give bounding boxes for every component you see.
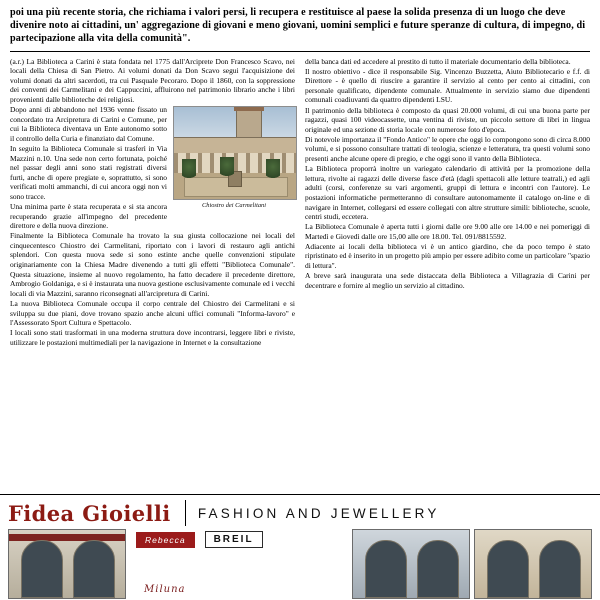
article-right-column bbox=[305, 57, 590, 348]
paragraph: In seguito la Biblioteca Comunale si trasferì in Via Mazzini n.10. Una sede non certo fortunata, poiché nel passar degli anni sono stati registrati diversi furti, anche di opere pregiate e, soprattutto, si sono verificati molti ammanchi, di cui ancora oggi non vi sono tracce. bbox=[10, 143, 167, 201]
brand-row bbox=[136, 531, 346, 548]
photo-arch bbox=[365, 540, 407, 598]
photo-tree bbox=[266, 159, 280, 181]
photo-arch bbox=[21, 540, 63, 598]
storefront-photo bbox=[352, 529, 470, 599]
advertiser-logo: Fidea Gioielli bbox=[8, 500, 171, 526]
photo-arch bbox=[539, 540, 581, 598]
advertisement-header bbox=[0, 495, 600, 529]
paragraph: La nuova Biblioteca Comunale occupa il corpo centrale del Chiostro dei Carmelitani e si sviluppa su due piani, dove trovano spazio anche alcuni uffici comunali "Informa-lavoro" e l'Assessorato Sport Cultura e Spettacolo. bbox=[10, 298, 295, 328]
photo-arch bbox=[417, 540, 459, 598]
photo-arch bbox=[487, 540, 529, 598]
paragraph: Di notevole importanza il "Fondo Antico" le opere che oggi lo compongono sono di circa 8.000 volumi, e si possono consultare trattati di teologia, scienze e letteratura, tra questi volumi sono presenti anche alcune opere di pregio, e che oggi sono il vanto della Biblioteca. bbox=[305, 134, 590, 164]
paragraph: Il patrimonio della biblioteca è composto da quasi 20.000 volumi, di cui una buona parte per ragazzi, quasi 100 videocassette, una ventina di riviste, un piccolo settore di libri in lingua originale ed una sezione di storia locale con numerose foto d'epoca. bbox=[305, 105, 590, 134]
paragraph: Dopo anni di abbandono nel 1936 venne fissato un concordato tra Arcipretura di Carini e Comune, per cui la Biblioteca diventava un Ente autonomo sotto il controllo della Curia e finanziato dal Comune. bbox=[10, 105, 167, 143]
paragraph: I locali sono stati trasformati in una moderna struttura dove incontrarsi, leggere libri e riviste, utilizzare le postazioni multimediali per la navigazione in Internet e la consultazione bbox=[10, 328, 295, 347]
photo-sky bbox=[174, 107, 296, 141]
photo-awning bbox=[9, 534, 125, 541]
advertiser-tagline: FASHION AND JEWELLERY bbox=[197, 505, 440, 521]
photo-caption: Chiostro dei Carmelitani bbox=[201, 202, 267, 210]
paragraph: Adiacente ai locali della biblioteca vi è un antico giardino, che da poco tempo è stato ripristinato ed è inserito in un progetto più ampio per essere adibito come un particolare "spazio di lettura". bbox=[305, 241, 590, 271]
paragraph: della banca dati ed accedere al prestito di tutto il materiale documentario della biblioteca. bbox=[305, 56, 571, 66]
brand-logos bbox=[130, 529, 348, 599]
article-photo-block bbox=[173, 106, 295, 211]
photo-tree bbox=[220, 157, 234, 179]
article-columns bbox=[8, 57, 592, 348]
storefront-photo bbox=[474, 529, 592, 599]
advertisement-body bbox=[0, 529, 600, 599]
article-left-column bbox=[10, 57, 295, 348]
photo-arch bbox=[73, 540, 115, 598]
paragraph: Una minima parte è stata recuperata e si sta ancora recuperando grazie all'impegno del precedente direttore e della nuova direzione. bbox=[10, 202, 167, 231]
advertisement-banner bbox=[0, 494, 600, 600]
paragraph: Il nostro obiettivo - dice il responsabile Sig. Vincenzo Buzzetta, Aiuto Bibliotecario e f.f. di Direttore - è quello di riuscire a garantire il servizio al cento per cento ai cittadini, con personale qualificato, dipendente comunale. Attualmente in servizio siamo due dipendenti comunali coadiuvanti da quattro dipendenti LSU. bbox=[305, 66, 590, 105]
headline-divider bbox=[10, 51, 590, 52]
brand-logo-breil: BREIL bbox=[205, 531, 263, 548]
cloister-photo bbox=[173, 106, 297, 200]
photo-tree bbox=[182, 159, 196, 181]
brand-logo-rebecca: Rebecca bbox=[136, 532, 195, 548]
paragraph: La Biblioteca proporrà inoltre un variegato calendario di attività per la promozione della lettura, rivolte ai ragazzi delle diverse fasce d'età (dagli spettacoli alle letture teatrali,) ed agli adulti (corsi, conferenze su vari argomenti, gruppi di lettura e incontri con l'autore). Le postazioni informatiche permetteranno di consultare autonomamente il catalogo on-line e di navigare in Internet, collegarsi ed essere collegati con altre strutture simili: biblioteche, scuole, centri studi, eccetera. bbox=[305, 164, 590, 222]
paragraph: La Biblioteca Comunale è aperta tutti i giorni dalle ore 9.00 alle ore 14.00 e nei pomeriggi di Martedì e Giovedì dalle ore 15,00 alle ore 18.00. Tel. 091/8815592. bbox=[305, 222, 590, 241]
paragraph: A breve sarà inaugurata una sede distaccata della Biblioteca a Villagrazia di Carini per decentrare e fornire al meglio un servizio al cittadino. bbox=[305, 271, 590, 290]
paragraph: (a.r.) La Biblioteca a Carini è stata fondata nel 1775 dall'Arciprete Don Francesco Scavo, nei locali della Chiesa di San Pietro. Ai volumi donati da Don Scavo segui l'acquisizione dei volumi donati da altri sacerdoti, tra cui Pasquale Pecoraro. Dopo il 1860, con la soppressione dei conventi dei Carmelitani e dei Cappuccini, affluirono nel patrimonio librario anche i libri provenienti dalle biblioteche dei religiosi. bbox=[10, 56, 295, 104]
storefront-photo bbox=[8, 529, 126, 599]
brand-logo-miluna: Miluna bbox=[136, 582, 193, 597]
paragraph: Finalmente la Biblioteca Comunale ha trovato la sua giusta collocazione nei locali del cinquecentesco Chiostro dei Carmelitani, riportato con i lavori di restauro agli antichi splendori. Con questa nuova sede si sono estinte anche quelle convenzioni stipulate originariamente con la Chiesa Madre divenendo a tutti gli effetti "Biblioteca Comunale". Questa situazione, insieme al nuovo regolamento, ha fatto decadere il precedente direttore, Ambrogio Goldaniga, e si è instaurata una nuova gestione esclusivamente comunale ed i vecchi locali di via Mazzini, saranno riconsegnati all'arcipretura di Carini. bbox=[10, 231, 295, 298]
advertisement-divider bbox=[185, 500, 186, 526]
brand-row bbox=[136, 582, 346, 597]
page-headline: poi una più recente storia, che richiama i valori persi, li recupera e restituisce al paese la solida presenza di un luogo che deve divenire noto ai cittadini, un' aggregazione di giovani e meno giovani, uomini semplici e future speranze di cultura, di impegno, di partecipazione alla vita della comunità". bbox=[10, 7, 586, 45]
